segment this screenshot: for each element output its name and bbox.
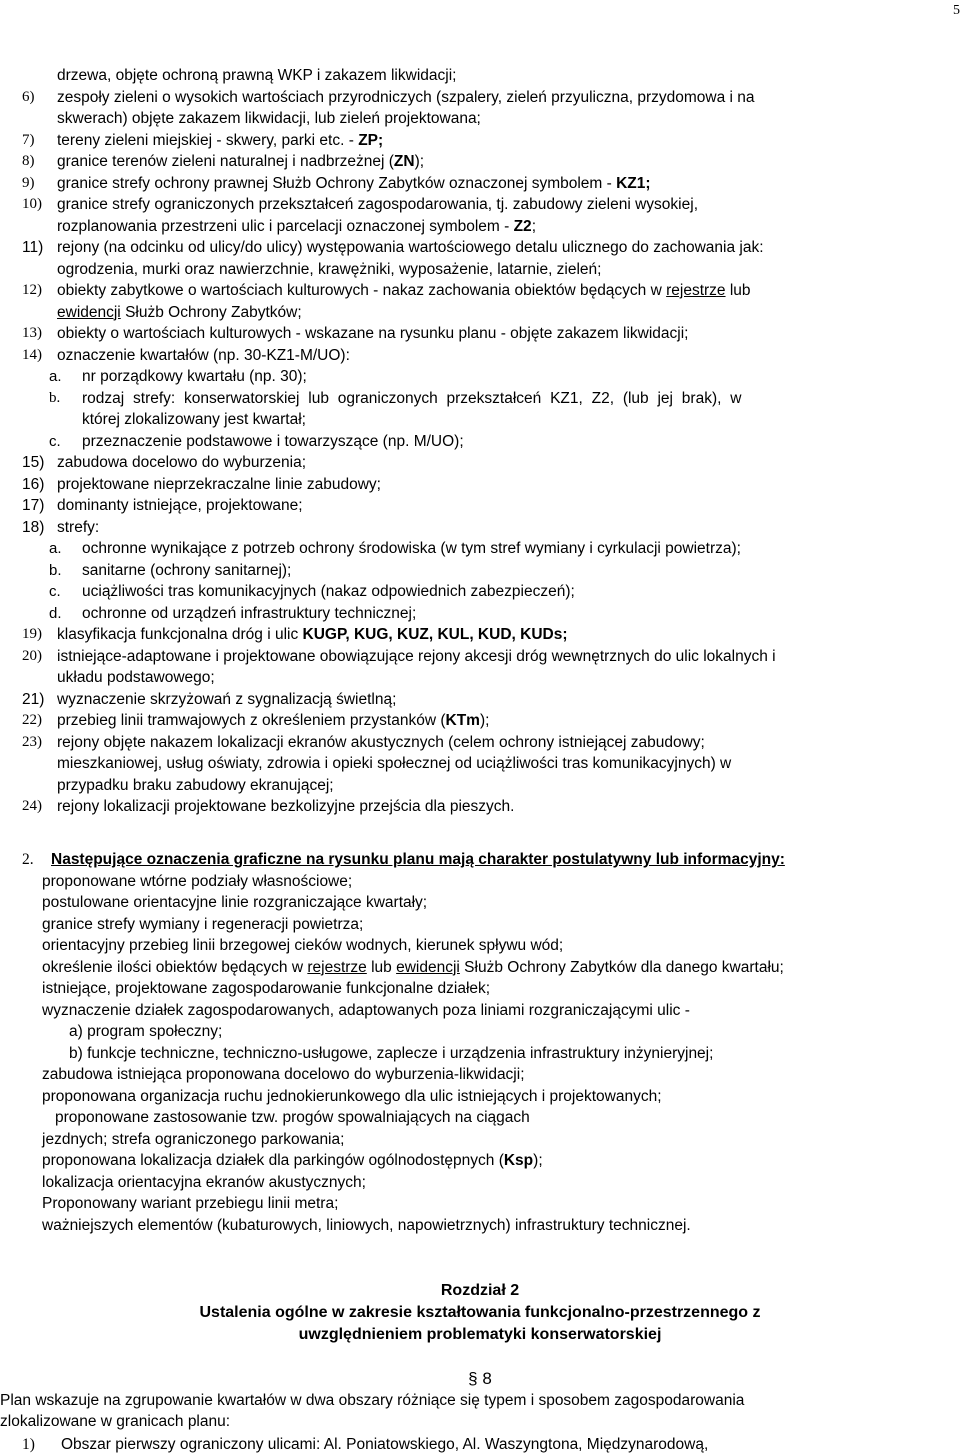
- list-item-9: 9) granice strefy ochrony prawnej Służb Ochrony Zabytków oznaczonej symbolem - KZ1;: [22, 174, 651, 192]
- list-item-8: 8) granice terenów zieleni naturalnej i nadbrzeżnej (ZN);: [22, 153, 425, 170]
- section-title: Następujące oznaczenia graficzne na rysunku planu mają charakter postulatywny lub informacyjny:: [51, 851, 785, 868]
- list-item-21: 21) wyznaczenie skrzyżowań z sygnalizacją świetlną;: [22, 690, 397, 708]
- paragraph-symbol: § 8: [468, 1369, 492, 1388]
- list-item-17: 17) dominanty istniejące, projektowane;: [22, 497, 303, 514]
- paragraph-item-number: 1): [22, 1436, 35, 1453]
- info-item: ważniejszych elementów (kubaturowych, liniowych, napowietrznych) infrastruktury technicznej.: [42, 1216, 691, 1234]
- list-item-24: 24) rejony lokalizacji projektowane bezkolizyjne przejścia dla pieszych.: [22, 798, 515, 815]
- paragraph-item-text: Obszar pierwszy ograniczony ulicami: Al. Poniatowskiego, Al. Waszyngtona, Międzynarodową,: [61, 1436, 709, 1453]
- sub-list-18: [0, 538, 960, 624]
- list-lead: drzewa, objęte ochroną prawną WKP i zakazem likwidacji;: [57, 67, 457, 84]
- section-2-heading: [0, 849, 960, 871]
- chapter-subtitle: Ustalenia ogólne w zakresie kształtowania funkcjonalno-przestrzennego z: [199, 1304, 761, 1321]
- sub-list-14: a. nr porządkowy kwartału (np. 30); b. rodzaj strefy: konserwatorskiej lub ograniczonych przekształceń KZ1, Z2, (lub jej brak), w której zlokalizowany jest kwartał; c. przeznaczenie podstawowe i towarzyszące (np. M/UO);: [0, 366, 960, 452]
- info-item: orientacyjny przebieg linii brzegowej cieków wodnych, kierunek spływu wód;: [42, 937, 564, 954]
- ewidencja-link: ewidencji: [57, 303, 121, 321]
- list-item-12: 12) obiekty zabytkowe o wartościach kulturowych - nakaz zachowania obiektów będących w rejestrze lub: [22, 282, 751, 299]
- rejestr-link: rejestrze: [307, 958, 367, 976]
- list-item-14: 14) oznaczenie kwartałów (np. 30-KZ1-M/UO):: [22, 346, 350, 364]
- list-item-23: 23) rejony objęte nakazem lokalizacji ekranów akustycznych (celem ochrony istniejącej zabudowy;: [22, 733, 705, 751]
- list-item-15: 15) zabudowa docelowo do wyburzenia;: [22, 454, 307, 471]
- paragraph-text: Plan wskazuje na zgrupowanie kwartałów w dwa obszary różniące się typem i sposobem zagospodarowania: [0, 1392, 745, 1409]
- list-item-16: 16) projektowane nieprzekraczalne linie zabudowy;: [22, 475, 381, 493]
- info-item: proponowana organizacja ruchu jednokierunkowego dla ulic istniejących i projektowanych;: [42, 1087, 662, 1105]
- paragraph-text: zlokalizowane w granicach planu:: [0, 1413, 231, 1430]
- chapter-subtitle: uwzględnieniem problematyki konserwatorskiej: [298, 1326, 662, 1343]
- info-item: granice strefy wymiany i regeneracji powietrza;: [42, 915, 364, 933]
- list-item-7: 7) tereny zieleni miejskiej - skwery, parki etc. - ZP;: [22, 131, 384, 149]
- info-subitem: b) funkcje techniczne, techniczno-usługowe, zaplecze i urządzenia infrastruktury inżynieryjnej;: [69, 1044, 714, 1062]
- section-number: 2.: [22, 851, 34, 868]
- info-item: proponowane zastosowanie tzw. progów spowalniających na ciągach: [55, 1109, 530, 1126]
- info-item: proponowane wtórne podziały własnościowe;: [42, 872, 353, 890]
- rejestr-link: rejestrze: [666, 282, 726, 299]
- list-item-20: 20) istniejące-adaptowane i projektowane obowiązujące rejony akcesji dróg wewnętrznych do ulic lokalnych i: [22, 647, 776, 665]
- list-item-18: 18) strefy:: [22, 518, 100, 536]
- sub-item: c. przeznaczenie podstawowe i towarzyszące (np. M/UO);: [49, 432, 464, 450]
- list-item-13: 13) obiekty o wartościach kulturowych - wskazane na rysunku planu - objęte zakazem likwidacji;: [22, 325, 689, 342]
- list-item-11: 11) rejony (na odcinku od ulicy/do ulicy) występowania wartościowego detalu ulicznego do zachowania jak:: [22, 239, 764, 256]
- list-item-22: 22) przebieg linii tramwajowych z określeniem przystanków (KTm);: [22, 712, 490, 729]
- info-item: Proponowany wariant przebiegu linii metra;: [42, 1195, 339, 1212]
- info-item: proponowana lokalizacja działek dla parkingów ogólnodostępnych (Ksp);: [42, 1152, 543, 1169]
- ewidencja-link: ewidencji: [396, 958, 460, 976]
- list-item-19: 19) klasyfikacja funkcjonalna dróg i ulic KUGP, KUG, KUZ, KUL, KUD, KUDs;: [22, 626, 568, 643]
- info-item: lokalizacja orientacyjna ekranów akustycznych;: [42, 1173, 366, 1191]
- info-subitem: a) program społeczny;: [69, 1023, 223, 1040]
- list-item-6: 6) zespoły zieleni o wysokich wartościach przyrodniczych (szpalery, zieleń przyuliczna, przydomowa i na: [22, 88, 755, 106]
- sub-item: a. ochronne wynikające z potrzeb ochrony środowiska (w tym stref wymiany i cyrkulacji powietrza);: [49, 540, 741, 557]
- section-2: [0, 849, 960, 1236]
- info-item: jezdnych; strefa ograniczonego parkowania;: [42, 1130, 345, 1148]
- info-item: istniejące, projektowane zagospodarowanie funkcjonalne działek;: [42, 980, 491, 997]
- sub-item: b. sanitarne (ochrony sanitarnej);: [49, 561, 292, 579]
- info-item: określenie ilości obiektów będących w rejestrze lub ewidencji Służb Ochrony Zabytków dla danego kwartału;: [42, 958, 784, 976]
- sub-item: c. uciążliwości tras komunikacyjnych (nakaz odpowiednich zabezpieczeń);: [49, 583, 575, 600]
- sub-item: b. rodzaj strefy: konserwatorskiej lub ograniczonych przekształceń KZ1, Z2, (lub jej brak), w: [49, 389, 742, 407]
- info-item: wyznaczenie działek zagospodarowanych, adaptowanych poza liniami rozgraniczającymi ulic -: [42, 1001, 690, 1019]
- info-item: postulowane orientacyjne linie rozgraniczające kwartały;: [42, 894, 428, 911]
- sub-item: d. ochronne od urządzeń infrastruktury technicznej;: [49, 604, 417, 622]
- list-item-10: 10) granice strefy ograniczonych przekształceń zagospodarowania, tj. zabudowy zieleni wysokiej,: [22, 196, 698, 213]
- legend-list-mandatory: drzewa, objęte ochroną prawną WKP i zakazem likwidacji; 6) zespoły zieleni o wysokich wartościach przyrodniczych (szpalery, zieleń przyuliczna, przydomowa i na skwerach) objęte zakazem likwidacji, lub zieleń projektowana; 7) tereny zieleni miejskiej - skwery, parki etc. - ZP; 8) granice terenów zieleni naturalnej i nadbrzeżnej (ZN); 9) granice strefy ochrony prawnej Służb Ochrony Zabytków oznaczonej symbolem - KZ1; 10) granice strefy ograniczonych przekształceń zagospodarowania, tj. zabudowy zieleni wysokiej, rozplanowania przestrzeni ulic i parcelacji oznaczonej symbolem - Z2; 11) rejony (na odcinku od ulicy/do ulicy) występowania wartościowego detalu ulicznego do zachowania jak: ogrodzenia, murki oraz nawierzchnie, krawężniki, wyposażenie, latarnie, zieleń; 12) obiekty zabytkowe o wartościach kulturowych - nakaz zachowania obiektów będących w rejestrze lub ewidencji Służb Ochrony Zabytków; 13) obiekty o wartościach kulturowych - wskazane na rysunku planu - objęte zakazem likwidacji; 14) oznaczenie kwartałów (np. 30-KZ1-M/UO): a. nr porządkowy kwartału (np. 30); b. rodzaj strefy: konserwatorskiej lub ograniczonych przekształceń KZ1, Z2, (lub jej brak), w której zlokalizowany jest kwartał; c. przeznaczenie podstawowe i towarzyszące (np. M/UO); 15) zabudowa docelowo do wyburzenia; 16) projektowane nieprzekraczalne linie zabudowy; 17) dominanty istniejące, projektowane; 18) strefy: a. ochronne wynikające z potrzeb ochrony środowiska (w tym stref wymiany i cyrkulacji powietrza); b. sanitarne (ochrony sanitarnej); c. uciążliwości tras komunikacyjnych (nakaz odpowiednich zabezpieczeń); d. ochronne od urządzeń infrastruktury technicznej; 19) klasyfikacja funkcjonalna dróg i ulic KUGP, KUG, KUZ, KUL, KUD, KUDs; 20) istniejące-adaptowane i projektowane obowiązujące rejony akcesji dróg wewnętrznych do ulic lokalnych i układu podstawowego; 21) wyznaczenie skrzyżowań z sygnalizacją świetlną; 22) przebieg linii tramwajowych z określeniem przystanków (KTm); 23) rejony objęte nakazem lokalizacji ekranów akustycznych (celem ochrony istniejącej zabudowy; mieszkaniowej, usług oświaty, zdrowia i opieki społecznej od uciążliwości tras komunikacyjnych) w przypadku braku zabudowy ekranującej; 24) rejony lokalizacji projektowane bezkolizyjne przejścia dla pieszych.: [0, 65, 960, 818]
- sub-item: a. nr porządkowy kwartału (np. 30);: [49, 368, 307, 385]
- info-item: zabudowa istniejąca proponowana docelowo do wyburzenia-likwidacji;: [42, 1066, 525, 1083]
- page-number: 5: [953, 3, 960, 18]
- chapter-title: Rozdział 2: [440, 1282, 520, 1299]
